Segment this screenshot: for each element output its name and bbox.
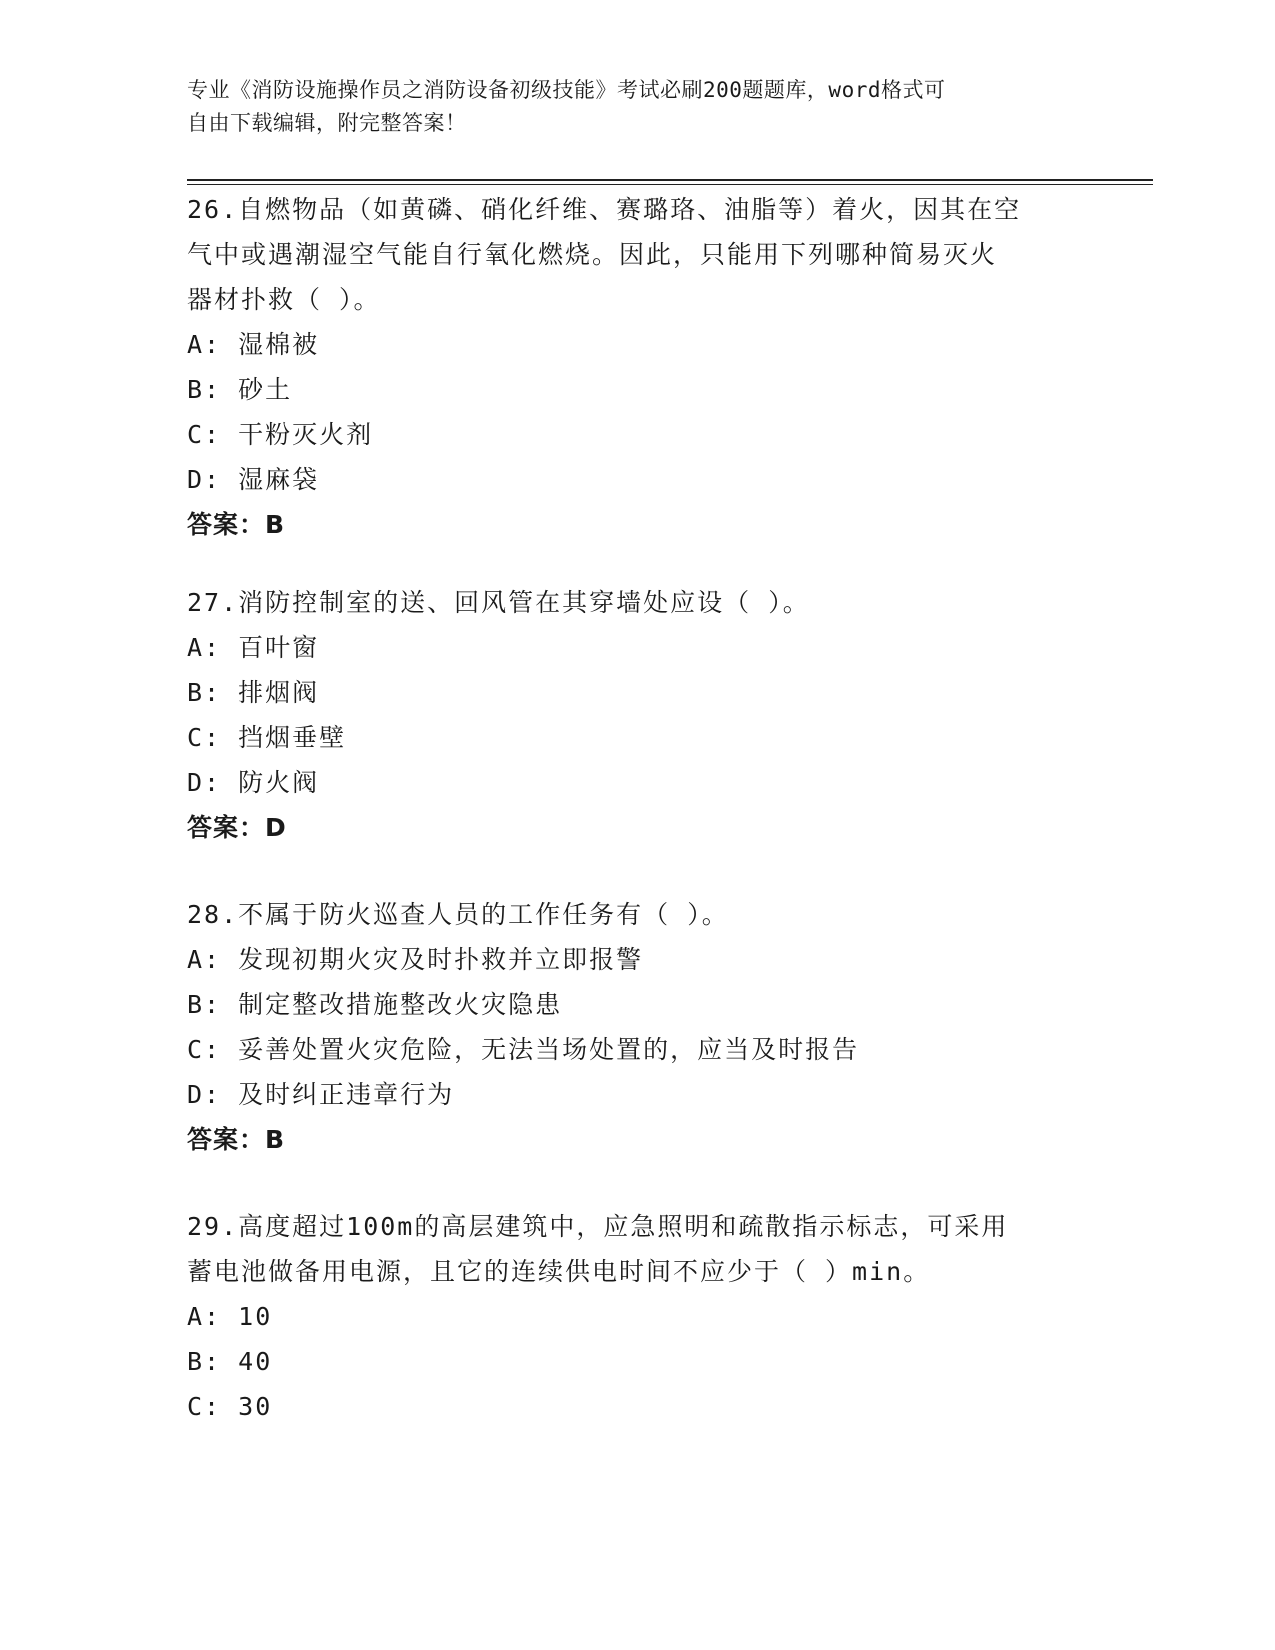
stem-line: 气中或遇潮湿空气能自行氧化燃烧。因此，只能用下列哪种简易灭火 [187, 240, 998, 269]
option-a: A: 百叶窗 [187, 633, 320, 662]
option-d: D: 及时纠正违章行为 [187, 1080, 455, 1109]
option-a: A: 发现初期火灾及时扑救并立即报警 [187, 945, 644, 974]
option-c: C: 挡烟垂壁 [187, 723, 347, 752]
stem-line: 蓄电池做备用电源，且它的连续供电时间不应少于（ ）min。 [187, 1257, 931, 1286]
question-stem [187, 187, 1087, 322]
option-c: C: 妥善处置火灾危险，无法当场处置的，应当及时报告 [187, 1035, 860, 1064]
question-28 [187, 892, 1087, 1162]
document-header [187, 74, 1087, 140]
stem-line: 28.不属于防火巡查人员的工作任务有（ ）。 [187, 900, 729, 929]
option-b: B: 40 [187, 1347, 273, 1376]
option-a: A: 湿棉被 [187, 330, 320, 359]
stem-line: 27.消防控制室的送、回风管在其穿墙处应设（ ）。 [187, 588, 810, 617]
question-stem [187, 892, 1087, 937]
option-b: B: 排烟阀 [187, 678, 320, 707]
option-d: D: 湿麻袋 [187, 465, 320, 494]
answer: 答案：B [187, 510, 286, 539]
question-stem [187, 1204, 1087, 1294]
stem-line: 器材扑救（ ）。 [187, 285, 381, 314]
option-a: A: 10 [187, 1302, 273, 1331]
question-29 [187, 1204, 1087, 1429]
option-b: B: 制定整改措施整改火灾隐患 [187, 990, 563, 1019]
answer: 答案：D [187, 813, 287, 842]
header-line-1: 专业《消防设施操作员之消防设备初级技能》考试必刷200题题库，word格式可 [187, 78, 946, 102]
stem-line: 26.自燃物品（如黄磷、硝化纤维、赛璐珞、油脂等）着火，因其在空 [187, 195, 1022, 224]
question-27 [187, 580, 1087, 850]
question-26 [187, 187, 1087, 547]
option-c: C: 干粉灭火剂 [187, 420, 374, 449]
header-line-2: 自由下载编辑，附完整答案！ [187, 111, 467, 135]
stem-line: 29.高度超过100m的高层建筑中，应急照明和疏散指示标志，可采用 [187, 1212, 1009, 1241]
header-rule-thick [187, 179, 1153, 181]
option-c: C: 30 [187, 1392, 273, 1421]
option-b: B: 砂土 [187, 375, 293, 404]
option-d: D: 防火阀 [187, 768, 320, 797]
answer: 答案：B [187, 1125, 286, 1154]
question-stem [187, 580, 1087, 625]
header-rule-thin [187, 184, 1153, 185]
